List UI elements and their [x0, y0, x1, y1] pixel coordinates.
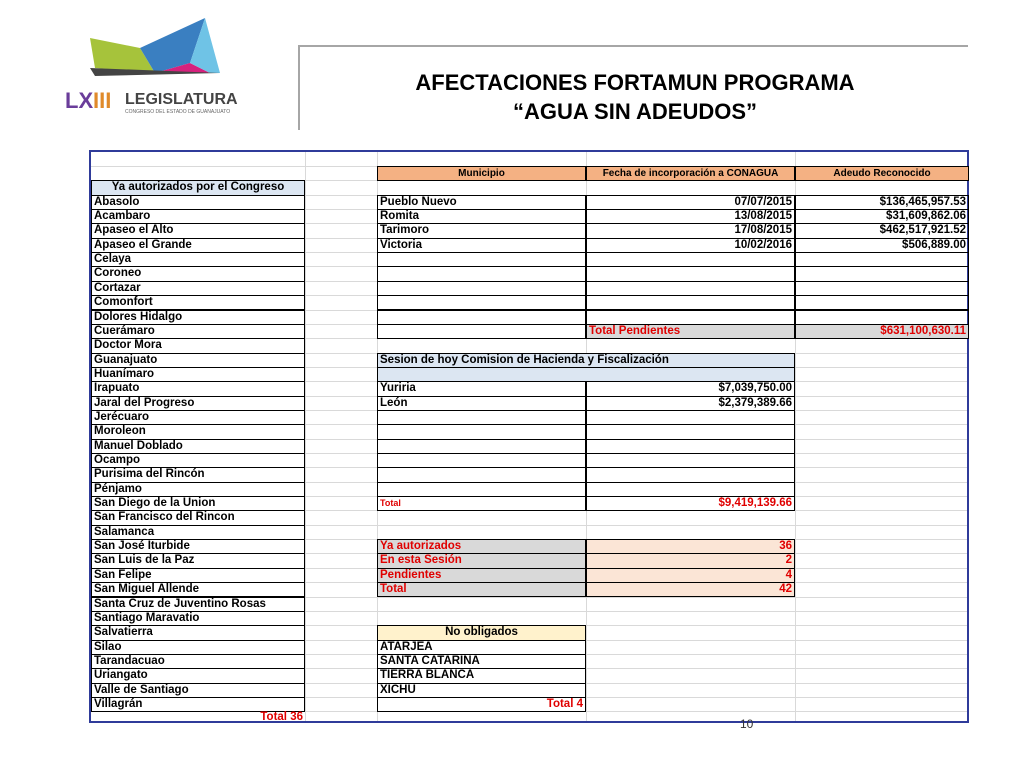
pending-municipio: Pueblo Nuevo [377, 195, 586, 210]
summary-label: En esta Sesión [377, 553, 586, 568]
left-header: Ya autorizados por el Congreso [91, 180, 305, 195]
header-fecha: Fecha de incorporación a CONAGUA [586, 166, 795, 181]
session-monto: $2,379,389.66 [586, 396, 795, 411]
list-item: Jaral del Progreso [91, 396, 305, 411]
session-municipio: León [377, 396, 586, 411]
pending-empty-cell [377, 295, 586, 310]
svg-text:LX: LX [65, 88, 94, 113]
list-item: San José Iturbide [91, 539, 305, 554]
list-item: Villagrán [91, 697, 305, 712]
list-item: Irapuato [91, 381, 305, 396]
total-pendientes-value: $631,100,630.11 [795, 324, 969, 339]
pending-fecha: 10/02/2016 [586, 238, 795, 253]
list-item: Silao [91, 640, 305, 655]
summary-value: 42 [586, 582, 795, 597]
session-empty-cell [377, 482, 586, 497]
list-item: Manuel Doblado [91, 439, 305, 454]
divider-horizontal [298, 45, 968, 47]
header-adeudo: Adeudo Reconocido [795, 166, 969, 181]
session-empty-cell [377, 424, 586, 439]
pending-fecha: 07/07/2015 [586, 195, 795, 210]
list-item: Coroneo [91, 266, 305, 281]
session-empty-cell [586, 439, 795, 454]
list-item: Ocampo [91, 453, 305, 468]
pending-empty-cell [377, 281, 586, 296]
pending-fecha: 17/08/2015 [586, 223, 795, 238]
pending-empty-cell [795, 310, 969, 325]
legislatura-logo [60, 18, 260, 118]
list-item: Acambaro [91, 209, 305, 224]
pending-empty-cell [586, 266, 795, 281]
list-item: Tarandacuao [91, 654, 305, 669]
list-item: Salamanca [91, 525, 305, 540]
list-item: Santa Cruz de Juventino Rosas [91, 597, 305, 612]
list-item: Comonfort [91, 295, 305, 310]
pending-adeudo: $506,889.00 [795, 238, 969, 253]
session-empty-cell [586, 410, 795, 425]
page-number: 10 [740, 717, 754, 731]
title-line-2: “AGUA SIN ADEUDOS” [512, 99, 758, 124]
pending-adeudo: $136,465,957.53 [795, 195, 969, 210]
list-item: Moroleon [91, 424, 305, 439]
pending-empty-cell [795, 266, 969, 281]
spreadsheet [89, 150, 969, 723]
pending-empty-cell [586, 295, 795, 310]
session-total-value: $9,419,139.66 [586, 496, 795, 511]
list-item: Purisima del Rincón [91, 467, 305, 482]
session-monto: $7,039,750.00 [586, 381, 795, 396]
list-item: San Luis de la Paz [91, 553, 305, 568]
header-municipio: Municipio [377, 166, 586, 181]
session-empty-cell [586, 453, 795, 468]
svg-text:LEGISLATURA: LEGISLATURA [125, 91, 238, 108]
svg-text:CONGRESO DEL ESTADO DE GUANAJU: CONGRESO DEL ESTADO DE GUANAJUATO [125, 109, 231, 115]
list-item: Salvatierra [91, 625, 305, 640]
list-item: Abasolo [91, 195, 305, 210]
pending-empty-cell [586, 281, 795, 296]
title-line-1: AFECTACIONES FORTAMUN PROGRAMA [415, 70, 855, 95]
pending-municipio: Victoria [377, 238, 586, 253]
session-empty-cell [377, 453, 586, 468]
summary-label: Total [377, 582, 586, 597]
pending-empty-cell [377, 324, 586, 339]
pending-empty-cell [795, 281, 969, 296]
session-total-label: Total [377, 496, 586, 511]
list-item: Apaseo el Grande [91, 238, 305, 253]
list-item: Celaya [91, 252, 305, 267]
session-empty-cell [377, 467, 586, 482]
list-item: San Diego de la Union [91, 496, 305, 511]
pending-fecha: 13/08/2015 [586, 209, 795, 224]
list-item: Dolores Hidalgo [91, 310, 305, 325]
list-item: Jerécuaro [91, 410, 305, 425]
session-empty-cell [377, 439, 586, 454]
session-blank [377, 367, 795, 382]
summary-value: 36 [586, 539, 795, 554]
pending-adeudo: $462,517,921.52 [795, 223, 969, 238]
session-header: Sesion de hoy Comision de Hacienda y Fiscalización [377, 353, 795, 368]
list-item: Cortazar [91, 281, 305, 296]
list-item: San Felipe [91, 568, 305, 583]
summary-value: 4 [586, 568, 795, 583]
list-item: Santiago Maravatio [91, 611, 305, 626]
session-municipio: Yuriria [377, 381, 586, 396]
no-obligados-item: TIERRA BLANCA [377, 668, 586, 683]
pending-empty-cell [795, 295, 969, 310]
page-title [300, 68, 970, 126]
pending-empty-cell [795, 252, 969, 267]
list-item: San Miguel Allende [91, 582, 305, 597]
no-obligados-item: ATARJEA [377, 640, 586, 655]
session-empty-cell [586, 424, 795, 439]
list-item: Cuerámaro [91, 324, 305, 339]
no-obligados-item: XICHÚ [377, 683, 586, 698]
summary-label: Ya autorizados [377, 539, 586, 554]
list-item: Huanímaro [91, 367, 305, 382]
summary-value: 2 [586, 553, 795, 568]
list-item: Pénjamo [91, 482, 305, 497]
session-empty-cell [377, 410, 586, 425]
list-item: Uriangato [91, 668, 305, 683]
pending-adeudo: $31,609,862.06 [795, 209, 969, 224]
no-obligados-item: SANTA CATARINA [377, 654, 586, 669]
list-item: Valle de Santiago [91, 683, 305, 698]
list-item: Apaseo el Alto [91, 223, 305, 238]
no-obligados-header: No obligados [377, 625, 586, 640]
pending-municipio: Romita [377, 209, 586, 224]
summary-label: Pendientes [377, 568, 586, 583]
no-obligados-total: Total 4 [377, 697, 586, 712]
list-item: San Francisco del Rincon [91, 510, 305, 525]
pending-empty-cell [377, 252, 586, 267]
left-total: Total 36 [260, 711, 303, 724]
total-pendientes-label: Total Pendientes [586, 324, 795, 339]
list-item: Doctor Mora [91, 338, 305, 353]
svg-text:III: III [93, 88, 112, 113]
list-item: Guanajuato [91, 353, 305, 368]
pending-empty-cell [586, 252, 795, 267]
pending-municipio: Tarimoro [377, 223, 586, 238]
pending-empty-cell [586, 310, 795, 325]
session-empty-cell [586, 467, 795, 482]
session-empty-cell [586, 482, 795, 497]
pending-empty-cell [377, 266, 586, 281]
pending-empty-cell [377, 310, 586, 325]
